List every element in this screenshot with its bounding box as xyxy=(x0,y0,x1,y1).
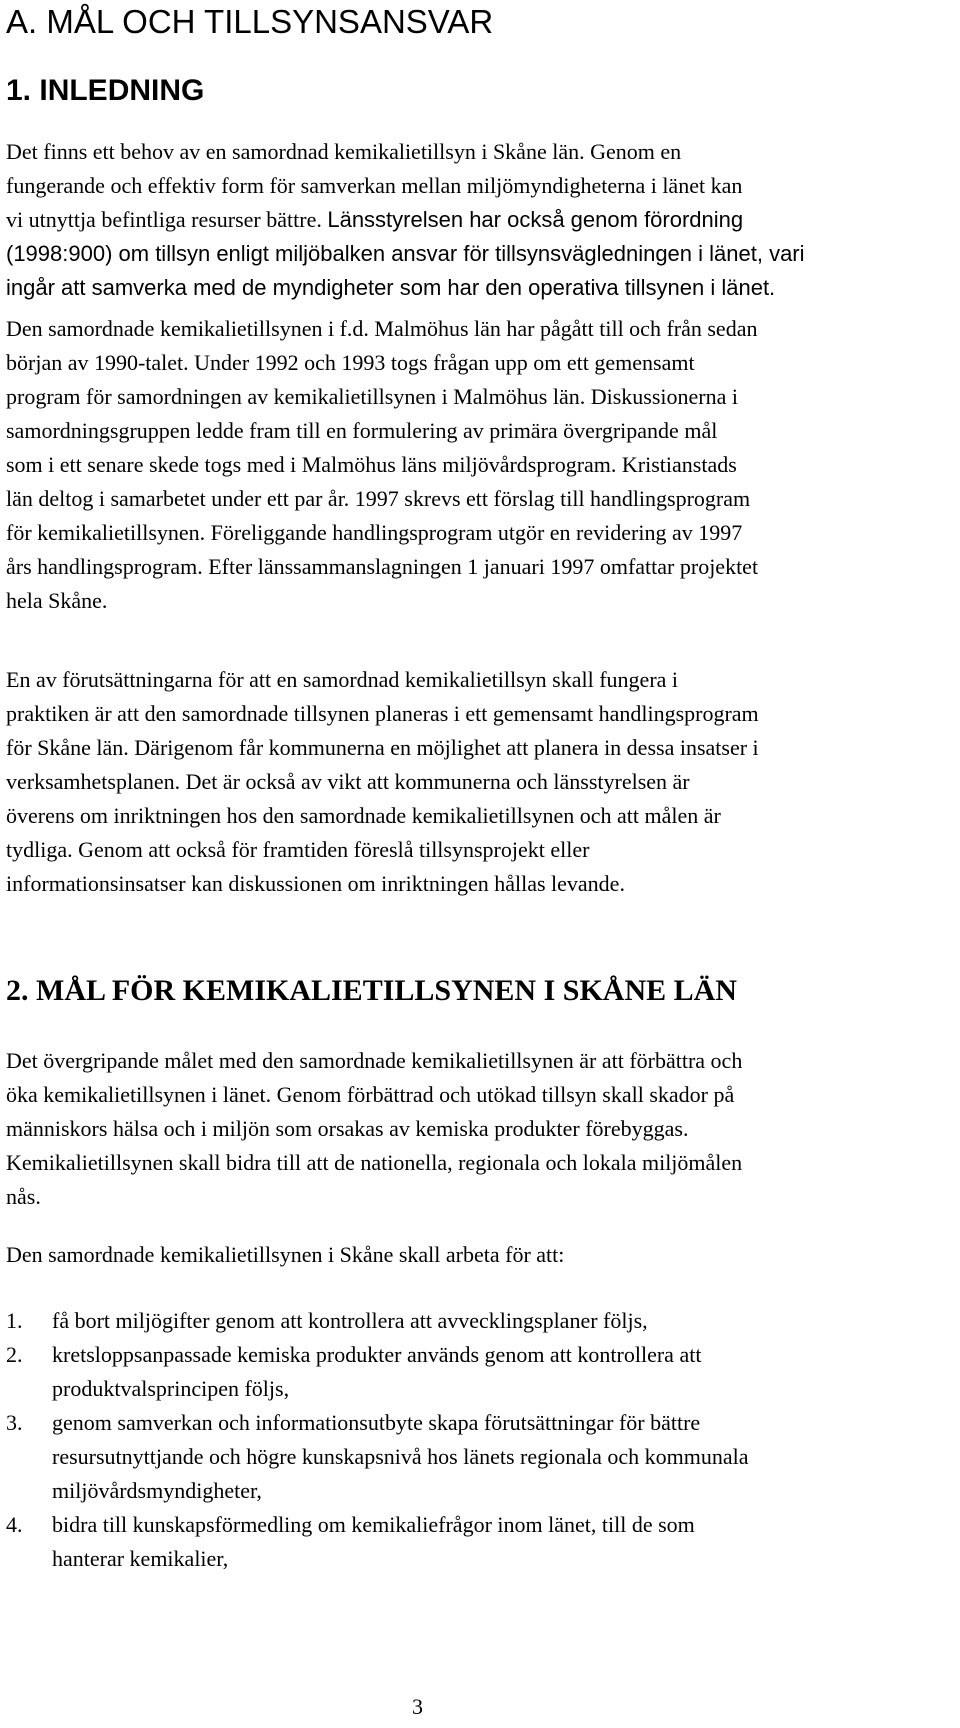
paragraph-line: verksamhetsplanen. Det är också av vikt att kommunerna och länsstyrelsen är xyxy=(6,769,690,794)
paragraph-line: överens om inriktningen hos den samordnade kemikalietillsynen och att målen är xyxy=(6,803,721,828)
list-item-line: bidra till kunskapsförmedling om kemikaliefrågor inom länet, till de som xyxy=(52,1512,695,1537)
part-title: A. MÅL OCH TILLSYNSANSVAR xyxy=(6,3,494,40)
paragraph-line: (1998:900) om tillsyn enligt miljöbalken ansvar för tillsynsvägledningen i länet, vari xyxy=(6,241,805,266)
paragraph-line: Det övergripande målet med den samordnade kemikalietillsynen är att förbättra och xyxy=(6,1048,743,1073)
paragraph-line: informationsinsatser kan diskussionen om inriktningen hållas levande. xyxy=(6,871,625,896)
list-item-number: 3. xyxy=(6,1410,23,1435)
paragraph-line: En av förutsättningarna för att en samordnad kemikalietillsyn skall fungera i xyxy=(6,667,679,692)
paragraph-line: hela Skåne. xyxy=(6,588,108,613)
list-item xyxy=(6,1508,958,1576)
paragraph-line: som i ett senare skede togs med i Malmöhus läns miljövårdsprogram. Kristianstads xyxy=(6,452,737,477)
list-item-line: hanterar kemikalier, xyxy=(52,1546,229,1571)
paragraph-line: tydliga. Genom att också för framtiden föreslå tillsynsprojekt eller xyxy=(6,837,590,862)
section-1-paragraph-2 xyxy=(6,312,958,618)
list-item-number: 1. xyxy=(6,1308,23,1333)
list-item-line: produktvalsprincipen följs, xyxy=(52,1376,290,1401)
list-item-line: resursutnyttjande och högre kunskapsnivå hos länets regionala och kommunala xyxy=(52,1444,749,1469)
section-2-paragraph-1 xyxy=(6,1044,958,1214)
goals-list xyxy=(6,1304,958,1576)
paragraph-line: Den samordnade kemikalietillsynen i Skåne skall arbeta för att: xyxy=(6,1242,565,1267)
paragraph-line: nås. xyxy=(6,1184,41,1209)
paragraph-line: öka kemikalietillsynen i länet. Genom förbättrad och utökad tillsyn skall skador på xyxy=(6,1082,735,1107)
paragraph-line: för kemikalietillsynen. Föreliggande handlingsprogram utgör en revidering av 1997 xyxy=(6,520,743,545)
list-item-number: 2. xyxy=(6,1342,23,1367)
paragraph-line: län deltog i samarbetet under ett par år. 1997 skrevs ett förslag till handlingsprogram xyxy=(6,486,751,511)
list-item xyxy=(6,1406,958,1508)
paragraph-line: början av 1990-talet. Under 1992 och 1993 togs frågan upp om ett gemensamt xyxy=(6,350,695,375)
paragraph-line: Det finns ett behov av en samordnad kemikalietillsyn i Skåne län. Genom en xyxy=(6,139,682,164)
list-item xyxy=(6,1338,958,1406)
section-2-paragraph-2 xyxy=(6,1238,958,1272)
page-number: 3 xyxy=(412,1694,423,1719)
paragraph-line: ingår att samverka med de myndigheter som har den operativa tillsynen i länet. xyxy=(6,275,776,300)
paragraph-line: program för samordningen av kemikalietillsynen i Malmöhus län. Diskussionerna i xyxy=(6,384,738,409)
paragraph-line: Kemikalietillsynen skall bidra till att de nationella, regionala och lokala miljömålen xyxy=(6,1150,743,1175)
list-item-number: 4. xyxy=(6,1512,23,1537)
list-item-line: genom samverkan och informationsutbyte skapa förutsättningar för bättre xyxy=(52,1410,701,1435)
section-2-heading: 2. MÅL FÖR KEMIKALIETILLSYNEN I SKÅNE LÄN xyxy=(6,974,737,1007)
list-item-line: få bort miljögifter genom att kontrollera att avvecklingsplaner följs, xyxy=(52,1308,648,1333)
paragraph-line xyxy=(6,203,958,237)
section-1-paragraph-3 xyxy=(6,663,958,901)
paragraph-line: års handlingsprogram. Efter länssammanslagningen 1 januari 1997 omfattar projektet xyxy=(6,554,759,579)
paragraph-line: för Skåne län. Därigenom får kommunerna en möjlighet att planera in dessa insatser i xyxy=(6,735,759,760)
section-1-heading: 1. INLEDNING xyxy=(6,74,205,107)
paragraph-line: praktiken är att den samordnade tillsynen planeras i ett gemensamt handlingsprogram xyxy=(6,701,759,726)
paragraph-line: Den samordnade kemikalietillsynen i f.d. Malmöhus län har pågått till och från sedan xyxy=(6,316,758,341)
list-item xyxy=(6,1304,958,1338)
section-1-paragraph-1 xyxy=(6,135,958,305)
paragraph-line: fungerande och effektiv form för samverkan mellan miljömyndigheterna i länet kan xyxy=(6,173,743,198)
list-item-line: miljövårdsmyndigheter, xyxy=(52,1478,262,1503)
list-item-line: kretsloppsanpassade kemiska produkter används genom att kontrollera att xyxy=(52,1342,702,1367)
paragraph-text: Länsstyrelsen har också genom förordning xyxy=(327,207,744,232)
paragraph-text: vi utnyttja befintliga resurser bättre. xyxy=(6,207,328,232)
paragraph-line: samordningsgruppen ledde fram till en formulering av primära övergripande mål xyxy=(6,418,718,443)
paragraph-line: människors hälsa och i miljön som orsakas av kemiska produkter förebyggas. xyxy=(6,1116,689,1141)
